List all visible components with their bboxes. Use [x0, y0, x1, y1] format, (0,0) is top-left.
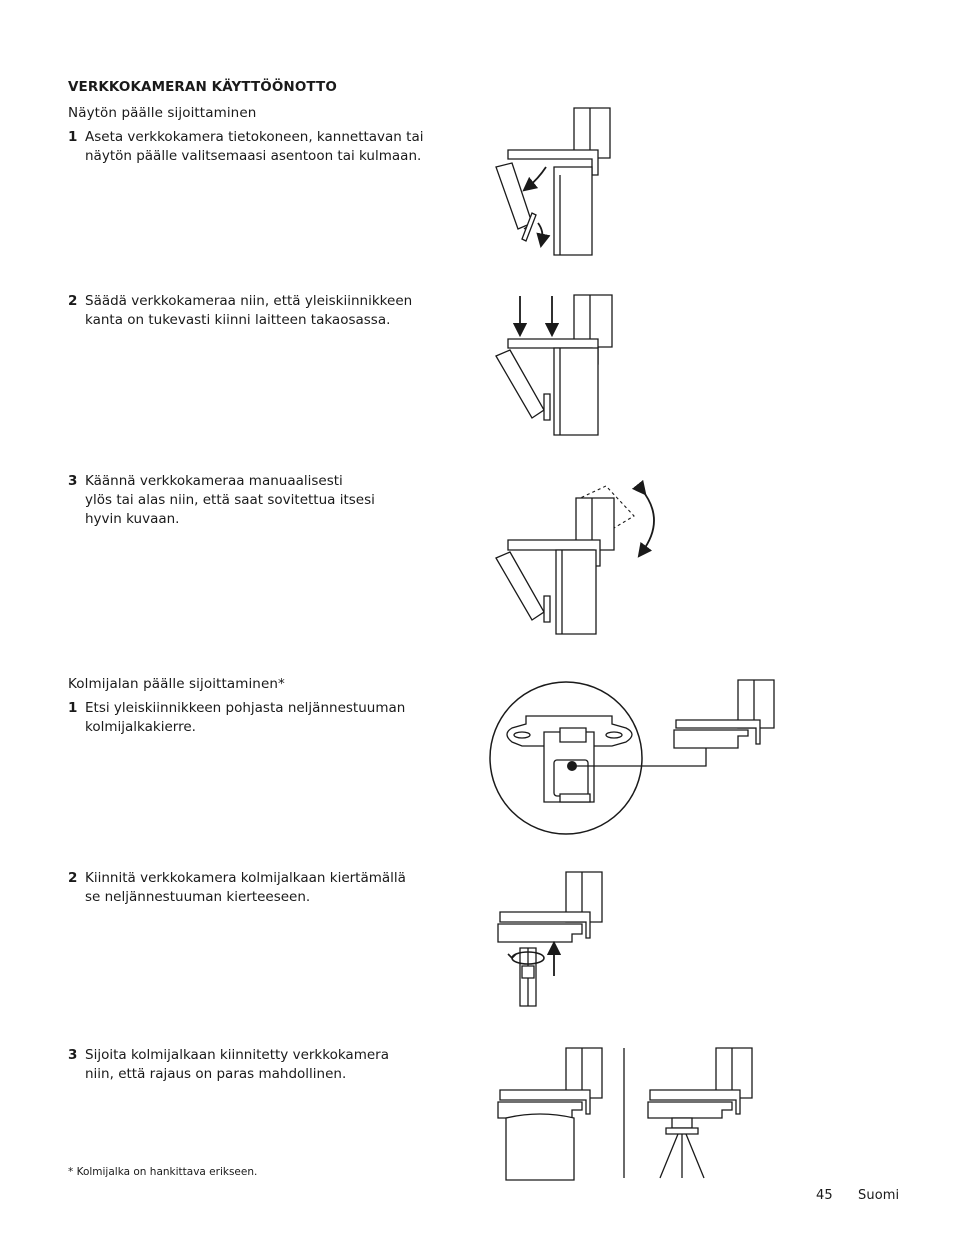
step-number: 1: [68, 700, 78, 716]
illustration-monitor-secure: [488, 290, 628, 435]
illustration-monitor-attach: [488, 105, 628, 255]
monitor-step-1: [68, 128, 468, 188]
tripod-step-3: [68, 1046, 468, 1086]
step-text-line1: Säädä verkkokameraa niin, että yleiskiinnikkeen: [85, 293, 413, 309]
step-number: 2: [68, 870, 78, 886]
monitor-step-3: [68, 472, 468, 532]
step-text-line1: Käännä verkkokameraa manuaalisesti: [85, 473, 343, 489]
tripod-step-2: [68, 869, 468, 909]
step-text-line2: kanta on tukevasti kiinni laitteen takaosassa.: [85, 312, 391, 328]
step-text-line2: näytön päälle valitsemaasi asentoon tai kulmaan.: [85, 148, 422, 164]
footer-language: Suomi: [858, 1188, 900, 1203]
step-number: 3: [68, 473, 78, 489]
footnote: * Kolmijalka on hankittava erikseen.: [68, 1166, 258, 1178]
step-text-line2: ylös tai alas niin, että saat sovitettua itsesi: [85, 492, 375, 508]
illustration-tripod-screw: [490, 868, 620, 1008]
section-title: VERKKOKAMERAN KÄYTTÖÖNOTTO: [68, 79, 337, 95]
tripod-step-1: [68, 699, 468, 739]
illustration-tripod-thread: [494, 676, 784, 836]
step-text-line3: hyvin kuvaan.: [85, 511, 180, 527]
step-text-line2: se neljännestuuman kierteeseen.: [85, 889, 311, 905]
illustration-monitor-tilt: [488, 478, 668, 638]
step-text-line1: Sijoita kolmijalkaan kiinnitetty verkkokamera: [85, 1047, 389, 1063]
step-text-line1: Aseta verkkokamera tietokoneen, kannettavan tai: [85, 129, 424, 145]
step-text-line2: kolmijalkakierre.: [85, 719, 196, 735]
step-number: 2: [68, 293, 78, 309]
monitor-subtitle: Näytön päälle sijoittaminen: [68, 105, 257, 121]
page-number: 45: [816, 1188, 833, 1203]
monitor-step-2: [68, 292, 468, 352]
step-text-line2: niin, että rajaus on paras mahdollinen.: [85, 1066, 347, 1082]
step-text-line1: Kiinnitä verkkokamera kolmijalkaan kiertämällä: [85, 870, 406, 886]
step-number: 3: [68, 1047, 78, 1063]
tripod-subtitle: Kolmijalan päälle sijoittaminen*: [68, 676, 285, 692]
illustration-tripod-mounted: [490, 1044, 770, 1184]
step-text-line1: Etsi yleiskiinnikkeen pohjasta neljännestuuman: [85, 700, 406, 716]
step-number: 1: [68, 129, 78, 145]
